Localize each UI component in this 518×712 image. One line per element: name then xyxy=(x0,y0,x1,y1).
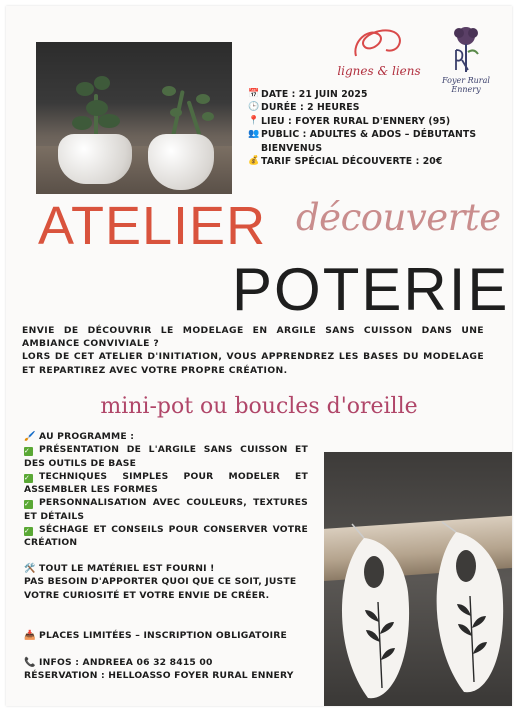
ennery-text: Ennery xyxy=(451,85,481,94)
programme-item: ✓ TECHNIQUES SIMPLES POUR MODELER ET ASSEMBLER LES FORMES xyxy=(24,470,308,496)
programme-item: ✓ PERSONNALISATION AVEC COULEURS, TEXTURES ET DÉTAILS xyxy=(24,497,308,522)
swirl-logo-icon xyxy=(350,24,408,62)
inbox-icon: 📥 xyxy=(24,630,36,641)
paintbrush-icon: 🖌️ xyxy=(24,431,36,442)
reservation-text: RÉSERVATION : HELLOASSO FOYER RURAL ENNERY xyxy=(24,670,294,682)
checkmark-icon: ✓ xyxy=(24,527,33,536)
pots-photo xyxy=(36,42,232,194)
pin-icon: 📍 xyxy=(248,115,260,126)
places-limitees: 📥 PLACES LIMITÉES – INSCRIPTION OBLIGATOIRE xyxy=(24,630,287,641)
materiel xyxy=(24,562,308,602)
title-decouverte: découverte xyxy=(296,196,501,239)
title-atelier: ATELIER xyxy=(38,196,267,256)
info-public: PUBLIC : ADULTES & ADOS – DÉBUTANTS BIENVENUS xyxy=(261,129,477,154)
intro-paragraph-1: ENVIE DE DÉCOUVRIR LE MODELAGE EN ARGILE SANS CUISSON DANS UNE AMBIANCE CONVIVIALE ? xyxy=(22,325,484,350)
foyer-rural-text: Foyer Rural xyxy=(442,76,490,85)
clock-icon: 🕒 xyxy=(248,102,260,113)
programme-item: ✓ SÉCHAGE ET CONSEILS POUR CONSERVER VOTRE CRÉATION xyxy=(24,524,308,549)
calendar-icon: 📅 xyxy=(248,89,260,99)
earrings-photo xyxy=(324,452,512,706)
intro-paragraph-2: LORS DE CET ATELIER D'INITIATION, VOUS APPRENDREZ LES BASES DU MODELAGE ET REPARTIREZ AVEC VOTRE PROPRE CRÉATION. xyxy=(22,351,484,376)
lignes-et-liens-logo xyxy=(332,24,426,86)
contact-info xyxy=(24,656,308,683)
flyer xyxy=(6,6,512,706)
subtitle: mini-pot ou boucles d'oreille xyxy=(100,394,418,419)
checkmark-icon: ✓ xyxy=(24,447,33,456)
phone-icon: 📞 xyxy=(24,657,36,668)
info-tarif: TARIF SPÉCIAL DÉCOUVERTE : 20€ xyxy=(261,156,443,168)
programme-item: ✓ PRÉSENTATION DE L'ARGILE SANS CUISSON ET DES OUTILS DE BASE xyxy=(24,444,308,469)
checkmark-icon: ✓ xyxy=(24,500,33,509)
info-duree: DURÉE : 2 HEURES xyxy=(261,102,360,114)
lignes-et-liens-text: lignes & liens xyxy=(337,64,421,78)
info-lieu: LIEU : FOYER RURAL D'ENNERY (95) xyxy=(261,115,451,127)
programme-heading: AU PROGRAMME : xyxy=(39,431,135,442)
materiel-line-2: PAS BESOIN D'APPORTER QUOI QUE CE SOIT, JUSTE VOTRE CURIOSITÉ ET VOTRE ENVIE DE CRÉER. xyxy=(24,576,297,601)
foyer-rural-logo xyxy=(434,22,498,94)
flower-logo-icon xyxy=(434,22,498,74)
event-info xyxy=(248,88,510,168)
programme xyxy=(24,430,308,550)
people-icon: 👥 xyxy=(248,129,260,140)
money-bag-icon: 💰 xyxy=(248,156,260,167)
tools-icon: 🛠️ xyxy=(24,563,36,574)
materiel-line-1: TOUT LE MATÉRIEL EST FOURNI ! xyxy=(39,563,215,574)
title-poterie: POTERIE xyxy=(232,256,510,323)
infos-phone: INFOS : ANDREEA 06 32 8415 00 xyxy=(39,657,213,668)
info-date: DATE : 21 JUIN 2025 xyxy=(261,89,368,100)
intro-text xyxy=(22,324,484,377)
checkmark-icon: ✓ xyxy=(24,474,33,483)
